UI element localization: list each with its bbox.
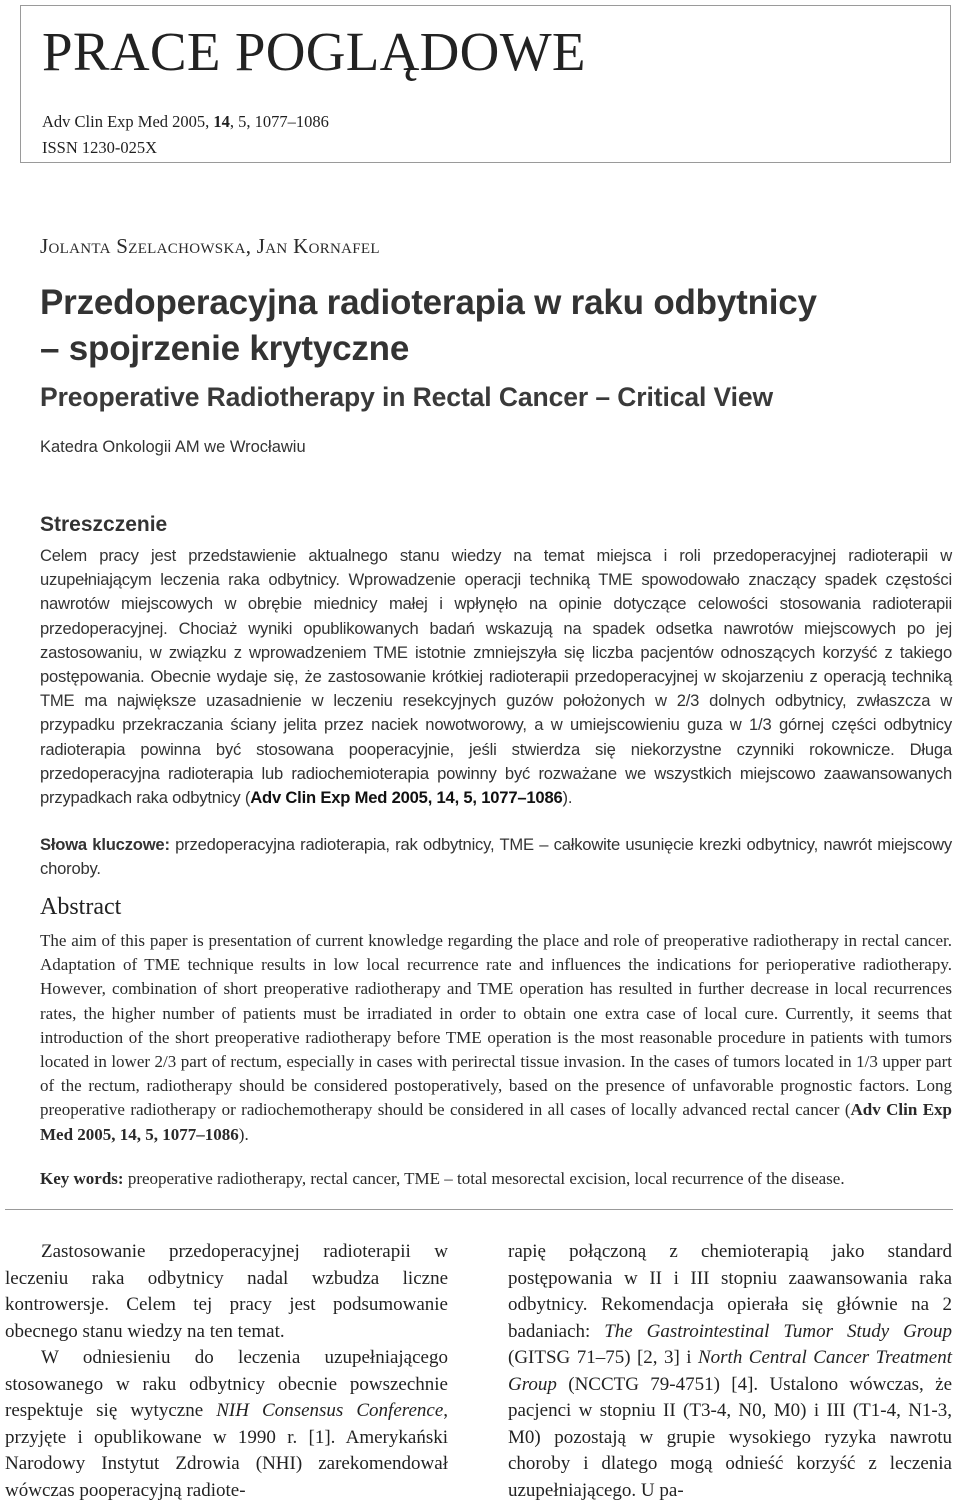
abstract-heading-polish: Streszczenie [40, 513, 168, 536]
affiliation: Katedra Onkologii AM we Wrocławiu [40, 438, 306, 456]
body-text: rapię połączoną z chemioterapią jako standard postępowania w II i III stopniu zaawansowania raka odbytnicy. Rekomendacja opierała się głównie na 2 badaniach: [508, 1241, 952, 1342]
article-title-english: Preoperative Radiotherapy in Rectal Cancer – Critical View [40, 382, 774, 412]
journal-reference [42, 109, 329, 161]
body-paragraph [508, 1239, 952, 1504]
issn: ISSN 1230-025X [42, 138, 158, 157]
abstract-pl-citation: Adv Clin Exp Med 2005, 14, 5, 1077–1086 [250, 788, 563, 808]
journal-volume: 14 [213, 112, 230, 131]
abstract-english [40, 929, 952, 1147]
body-text: (GITSG 71–75) [2, 3] i [508, 1347, 698, 1368]
keywords-en-text: preoperative radiotherapy, rectal cancer, TME – total mesorectal excision, local recurrence of the disease. [123, 1169, 845, 1188]
body-italic: NIH Consensus Conference [216, 1400, 444, 1421]
body-text: , przyjęte i opublikowane w 1990 r. [1]. Amerykański Narodowy Instytut Zdrowia (NHI) zarekomendował wówczas pooperacyjną radiote- [5, 1400, 449, 1501]
keywords-english [40, 1167, 952, 1191]
body-paragraph: Zastosowanie przedoperacyjnej radioterapii w leczeniu raka odbytnicy nadal wzbudza liczne kontrowersje. Celem tej pracy jest podsumowanie obecnego stanu wiedzy na ten temat. [5, 1241, 448, 1342]
article-title-polish [40, 280, 817, 372]
body-paragraph [5, 1345, 448, 1504]
title-pl-line1: Przedoperacyjna radioterapia w raku odbytnicy [40, 283, 817, 322]
abstract-heading-english: Abstract [40, 894, 122, 920]
abstract-pl-text: Celem pracy jest przedstawienie aktualnego stanu wiedzy na temat miejsca i roli przedoperacyjnej radioterapii w uzupełniającym leczenia raka odbytnicy. Wprowadzenie operacji techniką TME spowodowało znaczący spadek częstości nawrotów miejscowych w obrębie miednicy małej i wpłynęło na opinie dotyczące celowości stosowania radioterapii przedoperacyjnej. Chociaż wyniki opublikowanych badań wskazują na spadek odsetka nawrotów miejscowych po jej zastosowaniu, w związku z wprowadzeniem TME istotnie zmniejszyła się liczba pacjentów odnoszących korzyść z takiego postępowania. Obecnie wydaje się, że zastosowanie krótkiej radioterapii przedoperacyjnej w skojarzeniu z operacją techniką TME ma największe uzasadnienie w leczeniu resekcyjnych guzów położonych w 2/3 dolnych odbytnicy, zwłaszcza w przypadku przekraczania ściany jelita przez naciek nowotworowy, a w umiejscowieniu guza w 1/3 górnej części odbytnicy radioterapia powinna być stosowana pooperacyjnie, jeśli stwierdza się niekorzystne czynniki rokownicze. Długa przedoperacyjna radioterapia lub radiochemioterapia powinny być rozważane we wszystkich miejscowo zaawansowanych przypadkach raka odbytnicy ( [40, 546, 952, 808]
authors: Jolanta Szelachowska, Jan Kornafel [40, 234, 380, 258]
body-column-right [508, 1239, 952, 1504]
keywords-en-label: Key words: [40, 1169, 124, 1188]
body-italic: North Central Cancer Treatment Group [508, 1347, 952, 1395]
abstract-polish [40, 544, 952, 810]
body-text: (NCCTG 79-4751) [4]. Ustalono wówczas, że pacjenci w stopniu II (T3-4, N0, M0) i III (T1-4, N1-3, M0) pozostają w grupie wysokiego ryzyka nawrotu choroby i dlatego mogą odnieść korzyść z leczenia uzupełniającego. U pa- [508, 1373, 952, 1501]
divider [5, 1209, 953, 1210]
journal-name: Adv Clin Exp Med 2005, [42, 112, 214, 131]
body-text: W odniesieniu do leczenia uzupełniającego stosowanego w raku odbytnicy obecnie powszechnie respektuje się wytyczne [5, 1347, 448, 1421]
title-pl-line2: – spojrzenie krytyczne [40, 329, 410, 368]
journal-pages: , 5, 1077–1086 [229, 112, 329, 131]
journal-citation-line [42, 109, 329, 135]
body-italic: The Gastrointestinal Tumor Study Group [604, 1320, 952, 1342]
keywords-polish [40, 833, 952, 881]
section-title: PRACE POGLĄDOWE [42, 21, 586, 82]
keywords-pl-text: przedoperacyjna radioterapia, rak odbytnicy, TME – całkowite usunięcie krezki odbytnicy, nawrót miejscowy choroby. [40, 835, 953, 879]
abstract-pl-end: ). [562, 788, 573, 808]
body-column-left [5, 1239, 448, 1504]
header-box [20, 5, 951, 163]
abstract-en-text: The aim of this paper is presentation of current knowledge regarding the place and role of preoperative radiotherapy in rectal cancer. Adaptation of TME technique results in low local recurrence rate and influences the indications for perioperative radiotherapy. However, combination of short preoperative radiotherapy and TME operation has resulted in further decrease in local recurrences rates, the higher number of patients must be irradiated in order to obtain one extra case of local cure. Currently, it seems that introduction of the short preoperative radiotherapy before TME operation is the most reasonable procedure in patients with tumors located in lower 2/3 part of rectum, especially in cases with perirectal tissue invasion. In the cases of tumors located in 1/3 upper part of the rectum, radiotherapy should be considered postoperatively, based on the presence of unfavorable prognostic factors. Long preoperative radiotherapy or radiochemotherapy should be considered in all cases of locally advanced rectal cancer ( [40, 931, 952, 1120]
abstract-en-end: ). [238, 1124, 249, 1144]
keywords-pl-label: Słowa kluczowe: [40, 835, 170, 854]
abstract-en-citation: Adv Clin Exp Med 2005, 14, 5, 1077–1086 [40, 1100, 952, 1144]
